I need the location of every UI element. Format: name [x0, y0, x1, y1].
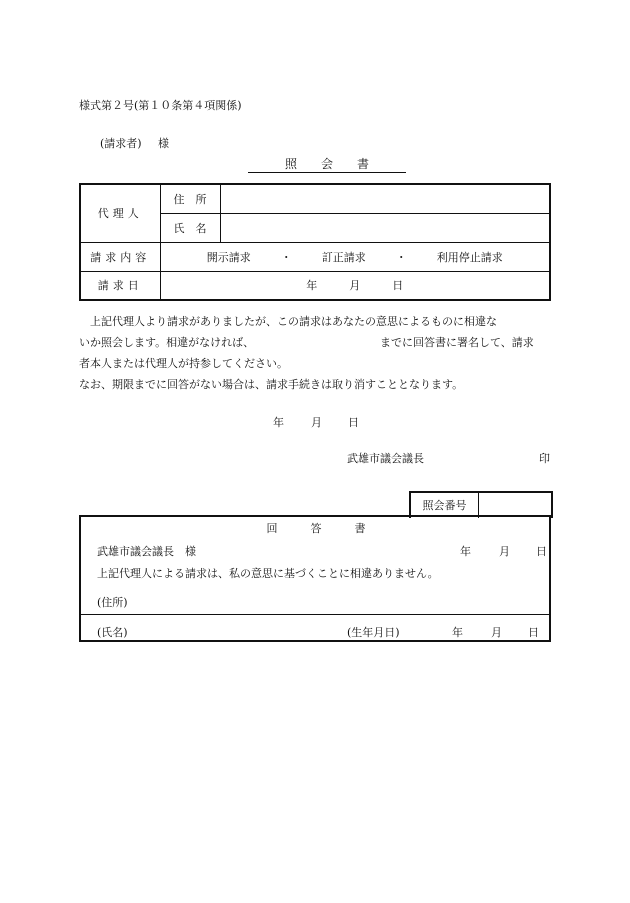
answer-date-month: 月 [499, 545, 510, 558]
answer-divider [81, 614, 549, 615]
answer-date-year: 年 [460, 545, 471, 558]
issuer-name: 武雄市議会議長 [347, 452, 424, 465]
purpose-correction[interactable]: 訂正請求 [321, 250, 366, 264]
body-line-3: 者本人または代理人が持参してください。 [79, 357, 288, 370]
issue-date-day: 日 [348, 416, 359, 429]
body-line-2a: いか照会します。相違がなければ、 [79, 336, 255, 349]
request-date-label: 請求日 [80, 271, 160, 300]
answer-birth-month: 月 [491, 626, 502, 639]
requester-honorific: 様 [158, 137, 169, 150]
agent-label: 代理人 [80, 184, 160, 242]
form-number: 様式第２号(第１０条第４項関係) [79, 99, 242, 112]
purpose-separator: ・ [395, 250, 407, 264]
body-line-2b: までに回答書に署名して、請求 [380, 336, 534, 349]
answer-birth-label: (生年月日) [347, 626, 400, 639]
answer-date-day: 日 [536, 545, 547, 558]
answer-name-label: (氏名) [97, 626, 128, 639]
answer-addressee: 武雄市議会議長 様 [97, 545, 196, 558]
answer-box [79, 515, 551, 642]
request-content-label: 請求内容 [80, 242, 160, 271]
request-table [79, 183, 551, 301]
seal-mark: 印 [539, 452, 550, 465]
issue-date-year: 年 [273, 416, 284, 429]
answer-birth-year: 年 [452, 626, 463, 639]
address-field[interactable] [220, 184, 550, 213]
year-unit: 年 [306, 279, 318, 293]
request-date-field[interactable] [160, 271, 550, 300]
purpose-disclosure[interactable]: 開示請求 [206, 250, 251, 264]
answer-birth-day: 日 [528, 626, 539, 639]
answer-title: 回 答 書 [266, 522, 366, 535]
purpose-suspension[interactable]: 利用停止請求 [436, 250, 503, 264]
reference-number-box [409, 491, 553, 518]
purpose-separator: ・ [280, 250, 292, 264]
requester-label: (請求者) [100, 137, 142, 150]
document-title: 照 会 書 [284, 157, 369, 171]
issue-date-month: 月 [311, 416, 322, 429]
body-line-1: 上記代理人より請求がありましたが、この請求はあなたの意思によるものに相違な [90, 315, 497, 328]
name-field[interactable] [220, 213, 550, 242]
address-label: 住 所 [160, 184, 220, 213]
title-underline [248, 172, 406, 173]
request-content-options [160, 242, 550, 271]
body-line-4: なお、期限までに回答がない場合は、請求手続きは取り消すこととなります。 [79, 378, 464, 391]
month-unit: 月 [349, 279, 361, 293]
reference-number-label: 照会番号 [411, 493, 479, 518]
answer-statement: 上記代理人による請求は、私の意思に基づくことに相違ありません。 [97, 567, 439, 580]
answer-address-label: (住所) [97, 596, 128, 609]
name-label: 氏 名 [160, 213, 220, 242]
day-unit: 日 [392, 279, 404, 293]
